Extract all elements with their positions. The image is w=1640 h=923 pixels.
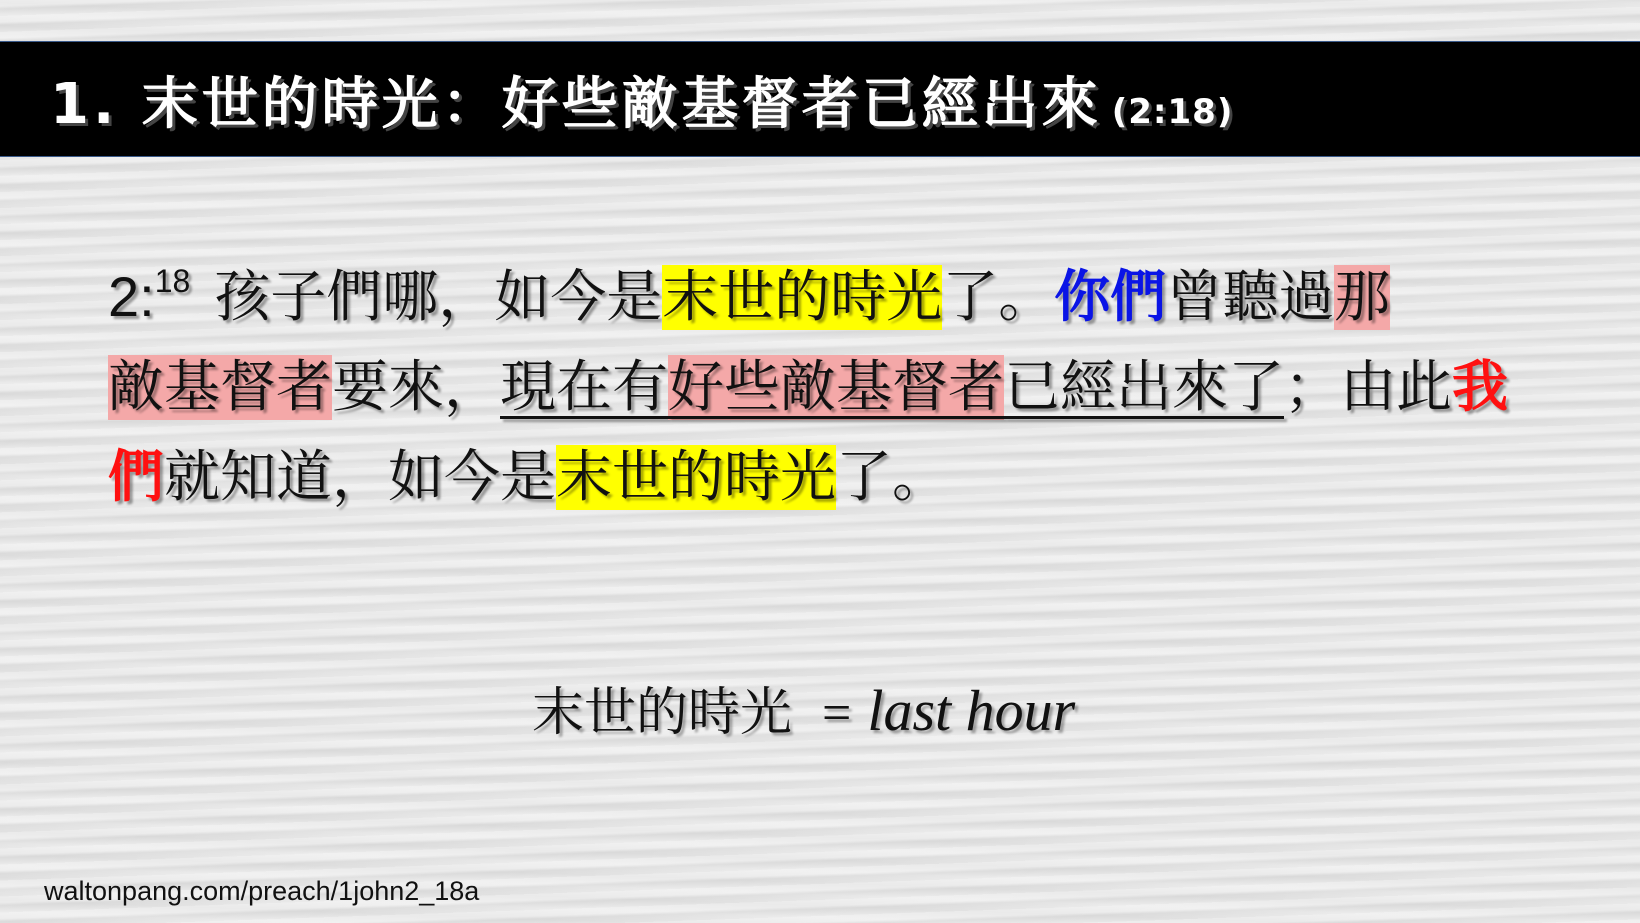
footer-url[interactable]: waltonpang.com/preach/1john2_18a	[44, 876, 480, 906]
highlight-last-hour-2: 末世的時光	[556, 445, 836, 510]
verse-ref	[108, 265, 214, 328]
highlight-last-hour-1: 末世的時光	[662, 265, 943, 330]
verse-number: 18	[154, 263, 191, 299]
underline-have-come: 已經出來了	[1004, 355, 1284, 420]
verse-seg5: ；由此	[1284, 355, 1452, 420]
verse-text	[108, 236, 1538, 523]
verse-seg2: 了。	[942, 265, 1055, 330]
gloss-english: last hour	[867, 678, 1076, 743]
gloss-definition	[532, 670, 1075, 745]
verse-seg6: 就知道，如今是	[164, 445, 556, 510]
slide-title	[50, 60, 1233, 140]
underline-now-have: 現在有	[500, 355, 668, 420]
emphasis-you: 你們	[1054, 265, 1167, 330]
verse-seg4: 要來，	[332, 355, 500, 420]
gloss-equals: =	[822, 685, 852, 742]
verse-seg1: 孩子們哪，如今是	[214, 265, 663, 330]
emphasis-we: 我們	[108, 355, 1508, 510]
highlight-many-antichrists: 好些敵基督者	[668, 355, 1004, 420]
title-main: 1. 末世的時光：好些敵基督者已經出來	[50, 72, 1102, 137]
title-bar	[0, 41, 1640, 157]
verse-seg3: 曾聽過	[1166, 265, 1335, 330]
highlight-antichrist-1a: 那	[1334, 265, 1391, 330]
gloss-chinese: 末世的時光	[532, 683, 793, 743]
title-ref: (2:18)	[1111, 92, 1234, 132]
verse-seg7: 了。	[836, 445, 948, 510]
verse-chapter: 2:	[108, 265, 155, 328]
highlight-antichrist-1b: 敵基督者	[108, 355, 332, 420]
